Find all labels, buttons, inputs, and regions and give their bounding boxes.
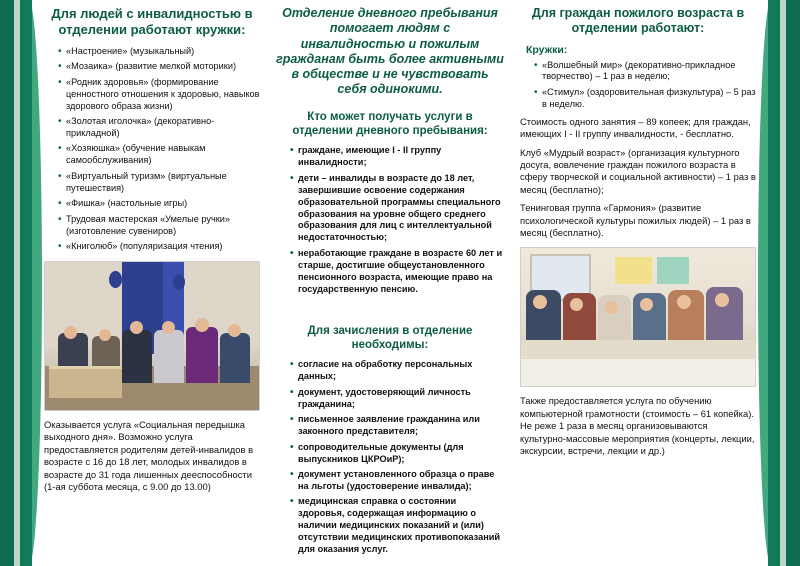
list-item: • «Золотая иголочка» (декоративно-прикладной) (58, 116, 260, 140)
list-item: • «Книголюб» (популяризация чтения) (58, 241, 260, 253)
left-column-bottom-text: Оказывается услуга «Социальная передышка выходного дня». Возможно услуга предоставляется родителям детей-инвалидов в возрасте с 16 до 18 лет, молодых инвалидов в возрасте до 31 года лишенных дееспособности (1-ая суббота месяца, с 9.00 до 13.00) (44, 419, 254, 493)
middle-intro-text: Отделение дневного пребывания помогает людям с инвалидностью и пожилым гражданам быть более активными в обществе и не чувствовать себя одинокими. (276, 6, 504, 97)
list-item: • «Мозаика» (развитие мелкой моторики) (58, 61, 260, 73)
right-column-heading: Для граждан пожилого возраста в отделении работают: (531, 6, 745, 36)
right-paragraph-3: Тенинговая группа «Гармония» (развитие психологической культуры пожилых людей) – 1 раз в месяц (бесплатно). (520, 202, 751, 239)
middle-column (276, 6, 504, 562)
middle-heading-eligibility: Кто может получать услуги в отделении дневного пребывания: (292, 110, 488, 137)
list-item: • «Виртуальный туризм» (виртуальные путешествия) (58, 171, 260, 195)
list-item: • документ, удостоверяющий личность гражданина; (290, 387, 504, 411)
right-column (520, 6, 756, 562)
list-item: • письменное заявление гражданина или законного представителя; (290, 414, 504, 438)
middle-heading-documents: Для зачисления в отделение необходимы: (307, 324, 473, 352)
columns-container (44, 6, 756, 562)
right-column-bottom-text: Также предоставляется услуга по обучению компьютерной грамотности (стоимость – 61 копейка). Не реже 1 раза в месяц организовываются культурно-массовые мероприятия (концерты, лекции, экскурсии, встречи, лекции и др.) (520, 395, 755, 457)
left-column-list (44, 46, 260, 253)
right-kruzhki-label: Кружки: (526, 43, 568, 56)
list-item: • медицинская справка о состоянии здоровья, содержащая информацию о наличии медицинских показаний и (или) отсутствии медицинских противопоказаний для оказания услуг. (290, 496, 504, 556)
list-item: • «Волшебный мир» (декоративно-прикладное творчество) – 1 раз в неделю; (534, 60, 756, 84)
documents-list (276, 359, 504, 556)
list-item: • дети – инвалиды в возрасте до 18 лет, завершившие освоение содержания образовательной программы специального образования на уровне общего среднего образования для лиц с интеллектуальной недостаточностью; (290, 173, 504, 245)
right-border-band (786, 0, 800, 566)
right-border-band-light (780, 0, 786, 566)
right-column-list (520, 60, 756, 111)
photo-seniors-at-table (520, 247, 756, 387)
list-item: • неработающие граждане в возрасте 60 лет и старше, достигшие общеустановленного пенсионного возраста, имеющие право на государственную пенсию. (290, 248, 504, 296)
left-wave-inner-decoration (20, 0, 32, 566)
right-paragraph-1: Стоимость одного занятия – 89 копеек; для граждан, имеющих I - II группу инвалидности, - бесплатно. (520, 115, 751, 140)
left-column-heading: Для людей с инвалидностью в отделении работают кружки: (51, 6, 253, 37)
right-paragraph-2: Клуб «Мудрый возраст» (организация культурного досуга, вовлечение граждан пожилого возраста в сферу творческой и социальной активности) – 1 раз в месяц (бесплатно); (520, 146, 756, 195)
list-item: • сопроводительные документы (для выпускников ЦКРОиР); (290, 442, 504, 466)
list-item: • «Хозяюшка» (обучение навыкам самообслуживания) (58, 143, 260, 167)
eligibility-list (276, 145, 504, 295)
list-item: • «Фишка» (настольные игры) (58, 198, 260, 210)
list-item: • граждане, имеющие I - II группу инвалидности; (290, 145, 504, 169)
list-item: • «Родник здоровья» (формирование ценностного отношения к здоровью, навыков здорового образа жизни) (58, 77, 260, 113)
list-item: • Трудовая мастерская «Умелые ручки» (изготовление сувениров) (58, 214, 260, 238)
right-wave-inner-decoration (768, 0, 780, 566)
left-column (44, 6, 260, 562)
list-item: • согласие на обработку персональных данных; (290, 359, 504, 383)
list-item: • «Стимул» (оздоровительная физкультура) – 5 раз в неделю. (534, 87, 756, 111)
list-item: • «Настроение» (музыкальный) (58, 46, 260, 58)
list-item: • документ установленного образца о праве на льготы (удостоверение инвалида); (290, 469, 504, 493)
photo-concert-hall (44, 261, 260, 411)
left-border-band (0, 0, 14, 566)
